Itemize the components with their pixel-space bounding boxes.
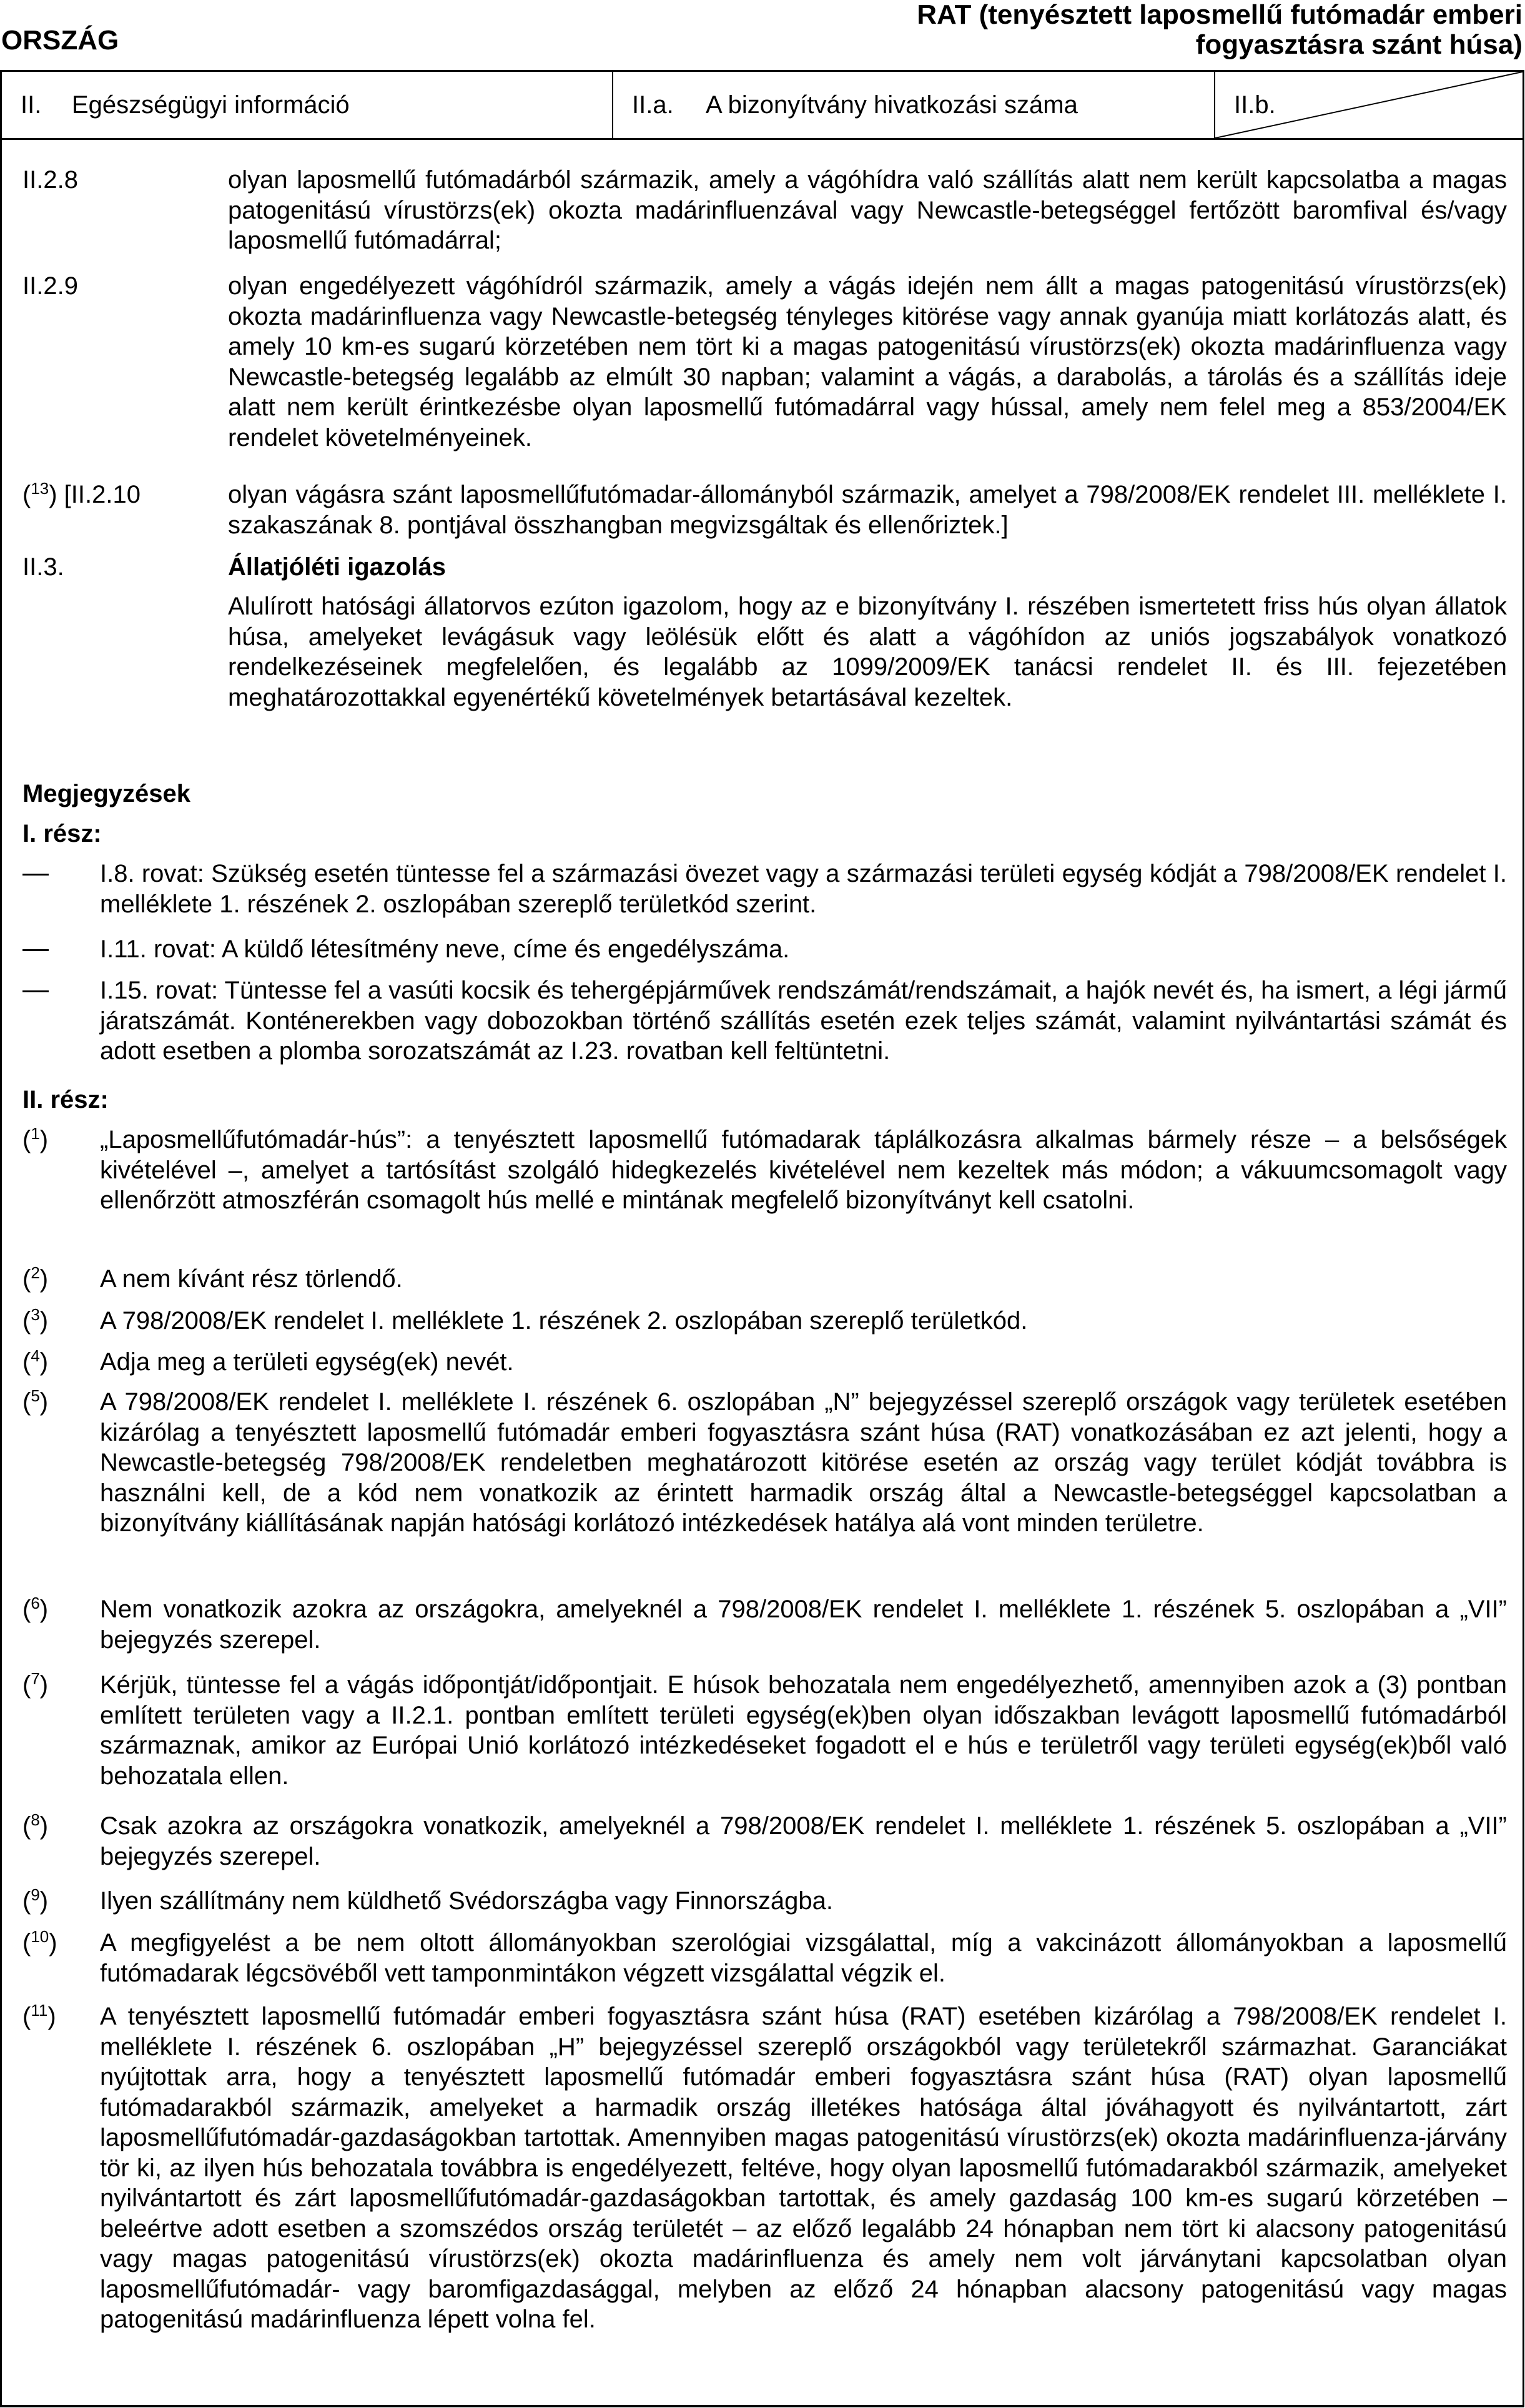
footnote-marker: ($^{10}$) (22, 1927, 57, 1956)
footnote-text: Ilyen szállítmány nem küldhető Svédországba vagy Finnországba. (100, 1887, 833, 1915)
header-cell-number: II.b. (1234, 91, 1276, 119)
item-label: II.2.9 (22, 272, 78, 300)
header-cell-label: A bizonyítvány hivatkozási száma (706, 91, 1078, 119)
footnote-marker: ($^9$) (22, 1885, 49, 1915)
header-cell-label: Egészségügyi információ (72, 91, 350, 119)
footnote-text: Nem vonatkozik azokra az országokra, amelyeknél a 798/2008/EK rendelet I. melléklete 1. részének 5. oszlopában a „VII” bejegyzés szerepel. (100, 1596, 1507, 1654)
footnote-text: Csak azokra az országokra vonatkozik, amelyeknél a 798/2008/EK rendelet I. melléklete 1. részének 5. oszlopában a „VII” bejegyzés szerepel. (100, 1812, 1507, 1870)
notes-part-1-title: I. rész: (22, 820, 102, 847)
diagonal-strike-line (1215, 72, 1523, 138)
footnote-marker: ($^3$) (22, 1305, 49, 1335)
certificate-body (0, 140, 1524, 2407)
document-title-line-2: fogyasztásra szánt húsa) (1195, 29, 1523, 60)
document-title (836, 0, 1523, 60)
footnote-marker: ($^4$) (22, 1346, 49, 1376)
item-text: Alulírott hatósági állatorvos ezúton igazolom, hogy az e bizonyítvány I. részében ismertetett friss hús olyan állatok húsa, amelyeket levágásuk vagy leölésük előtt és alatt a vágóhídon az uniós jogszabályok vonatkozó rendelkezéseinek megfelelően, és legalább az 1099/2009/EK tanácsi rendelet II. és III. fejezetében meghatározottakkal egyenértékű követelmények betartásával kezeltek. (228, 593, 1507, 711)
footnote-text: A megfigyelést a be nem oltott állományokban szerológiai vizsgálattal, míg a vakcinázott állományokban a laposmellű futómadarak légcsövéből vett tamponmintákon végzett vizsgálattal végzik el. (100, 1929, 1507, 1987)
footnote-text: A 798/2008/EK rendelet I. melléklete 1. részének 2. oszlopában szereplő területkód. (100, 1307, 1028, 1335)
dash-bullet-icon (22, 874, 49, 876)
footnote-marker: ($^5$) (22, 1386, 49, 1416)
footnote-ref: 13 (31, 479, 49, 498)
item-title: Állatjóléti igazolás (228, 553, 446, 581)
notes-title: Megjegyzések (22, 780, 191, 807)
footnote-marker: ($^8$) (22, 1810, 49, 1840)
header-cell-number: II.a. (632, 91, 674, 119)
document-title-line-1: RAT (tenyésztett laposmellű futómadár emberi (917, 0, 1523, 30)
footnote-marker: ($^{11}$) (22, 2001, 56, 2030)
footnote-text: Kérjük, tüntesse fel a vágás időpontját/időpontjait. E húsok behozatala nem engedélyezhető, amennyiben azok a (3) pontban említett területen vagy a II.2.1. pontban említett területi egység(ek)ben olyan időszakban levágott laposmellű futómadárból származnak, amikor az Európai Unió korlátozó intézkedéseket fogadott el e hús e területről vagy területi egység(ek)ből való behozatala ellen. (100, 1671, 1507, 1790)
note-text: I.15. rovat: Tüntesse fel a vasúti kocsik és tehergépjárművek rendszámát/rendszámait, a hajók nevét és, ha ismert, a légi jármű járatszámát. Konténerekben vagy dobozokban történő szállítás esetén ezek teljes számát, valamint nyilvántartási számát és adott esetben a plomba sorozatszámát az I.23. rovatban kell feltüntetni. (100, 977, 1507, 1065)
section-header-table (0, 70, 1524, 140)
item-text: olyan engedélyezett vágóhídról származik, amely a vágás idején nem állt a magas patogenitású vírustörzs(ek) okozta madárinfluenza vagy Newcastle-betegség tényleges kitörése vagy annak gyanúja miatt korlátozás alatt, és amely 10 km-es sugarú körzetében nem tört ki a magas patogenitású vírustörzs(ek) okozta madárinfluenza vagy Newcastle-betegség legalább az elmúlt 30 napban; valamint a vágás, a darabolás, a tárolás és a szállítás ideje alatt nem került érintkezésbe olyan laposmellű futómadárral vagy hússal, amely nem felel meg a 853/2004/EK rendelet követelményeinek. (228, 272, 1507, 452)
dash-bullet-icon (22, 990, 49, 992)
item-text: olyan vágásra szánt laposmellűfutómadar-állományból származik, amelyet a 798/2008/EK rendelet III. melléklete I. szakaszának 8. pontjával összhangban megvizsgáltak és ellenőriztek.] (228, 481, 1507, 539)
dash-bullet-icon (22, 949, 49, 951)
country-label: ORSZÁG (1, 25, 119, 56)
header-cell-iib (1214, 72, 1524, 138)
footnote-text: A 798/2008/EK rendelet I. melléklete I. részének 6. oszlopában „N” bejegyzéssel szereplő országok vagy területek esetében kizárólag a tenyésztett laposmellű futómadár emberi fogyasztásra szánt húsa (RAT) vonatkozásában ez azt jelenti, hogy a Newcastle-betegség 798/2008/EK rendeletben meghatározott kitörése esetén az ország vagy terület kódját továbbra is használni kell, de a kód nem vonatkozik az érintett harmadik ország által a Newcastle-betegséggel kapcsolatban a bizonyítvány kiállításának napján hatósági korlátozó intézkedések hatálya alá vont minden területre. (100, 1388, 1507, 1537)
note-text: I.11. rovat: A küldő létesítmény neve, címe és engedélyszáma. (100, 935, 790, 963)
item-label: ($^{13}$) [II.2.10 (22, 479, 141, 508)
item-label: II.2.8 (22, 166, 78, 194)
footnote-marker: ($^7$) (22, 1669, 49, 1699)
header-cell-health-info (0, 72, 612, 138)
notes-part-2-title: II. rész: (22, 1086, 109, 1113)
item-label: II.3. (22, 553, 64, 581)
note-text: I.8. rovat: Szükség esetén tüntesse fel a származási övezet vagy a származási területi egység kódját a 798/2008/EK rendelet I. melléklete 1. részének 2. oszlopában szereplő területkód szerint. (100, 860, 1507, 918)
footnote-text: Adja meg a területi egység(ek) nevét. (100, 1348, 514, 1376)
footnote-marker: ($^2$) (22, 1263, 49, 1293)
footnote-marker: ($^6$) (22, 1594, 49, 1623)
item-text: olyan laposmellű futómadárból származik, amely a vágóhídra való szállítás alatt nem került kapcsolatba a magas patogenitású vírustörzs(ek) okozta madárinfluenzával vagy Newcastle-betegséggel fertőzött baromfival és/vagy laposmellű futómadárral; (228, 166, 1507, 254)
footnote-text: A nem kívánt rész törlendő. (100, 1265, 403, 1293)
footnote-text: A tenyésztett laposmellű futómadár emberi fogyasztásra szánt húsa (RAT) esetében kizárólag a 798/2008/EK rendelet I. melléklete I. részének 6. oszlopában „H” bejegyzéssel szereplő országokból vagy területekről származhat. Garanciákat nyújtottak arra, hogy a tenyésztett laposmellű futómadár emberi fogyasztásra szánt húsa (RAT) olyan laposmellű futómadarakból származik, amelyeket a harmadik ország illetékes hatósága által jóváhagyott és nyilvántartott, zárt laposmellűfutómadár-gazdaságokban tartottak. Amennyiben magas patogenitású vírustörzs(ek) okozta madárinfluenza-járvány tör ki, az ilyen hús behozatala továbbra is engedélyezett, feltéve, hogy olyan laposmellű futómadarakból származik, amelyeket nyilvántartott és zárt laposmellűfutómadár-gazdaságokban tartottak, és amely gazdaság 100 km-es sugarú körzetében – beleértve adott esetben a szomszédos ország területét – az előző legalább 24 hónapban nem tört ki alacsony patogenitású vagy magas patogenitású vírustörzs(ek) okozta madárinfluenza és amely nem volt járványtani kapcsolatban olyan laposmellűfutómadár- vagy baromfigazdasággal, melyben az előző 24 hónapban alacsony patogenitású vagy magas patogenitású madárinfluenza lépett volna fel. (100, 2003, 1507, 2333)
footnote-marker: ($^1$) (22, 1124, 49, 1153)
header-cell-certificate-reference (612, 72, 1214, 138)
footnote-text: „Laposmellűfutómadár-hús”: a tenyésztett laposmellű futómadarak táplálkozásra alkalmas bármely része – a belsőségek kivételével –, amelyet a tartósítást szolgáló hidegkezelés kivételével nem kezeltek más módon; a vákuumcsomagolt vagy ellenőrzött atmoszférán csomagolt hús mellé e mintának megfelelő bizonyítványt kell csatolni. (100, 1126, 1507, 1214)
header-cell-number: II. (21, 91, 42, 119)
